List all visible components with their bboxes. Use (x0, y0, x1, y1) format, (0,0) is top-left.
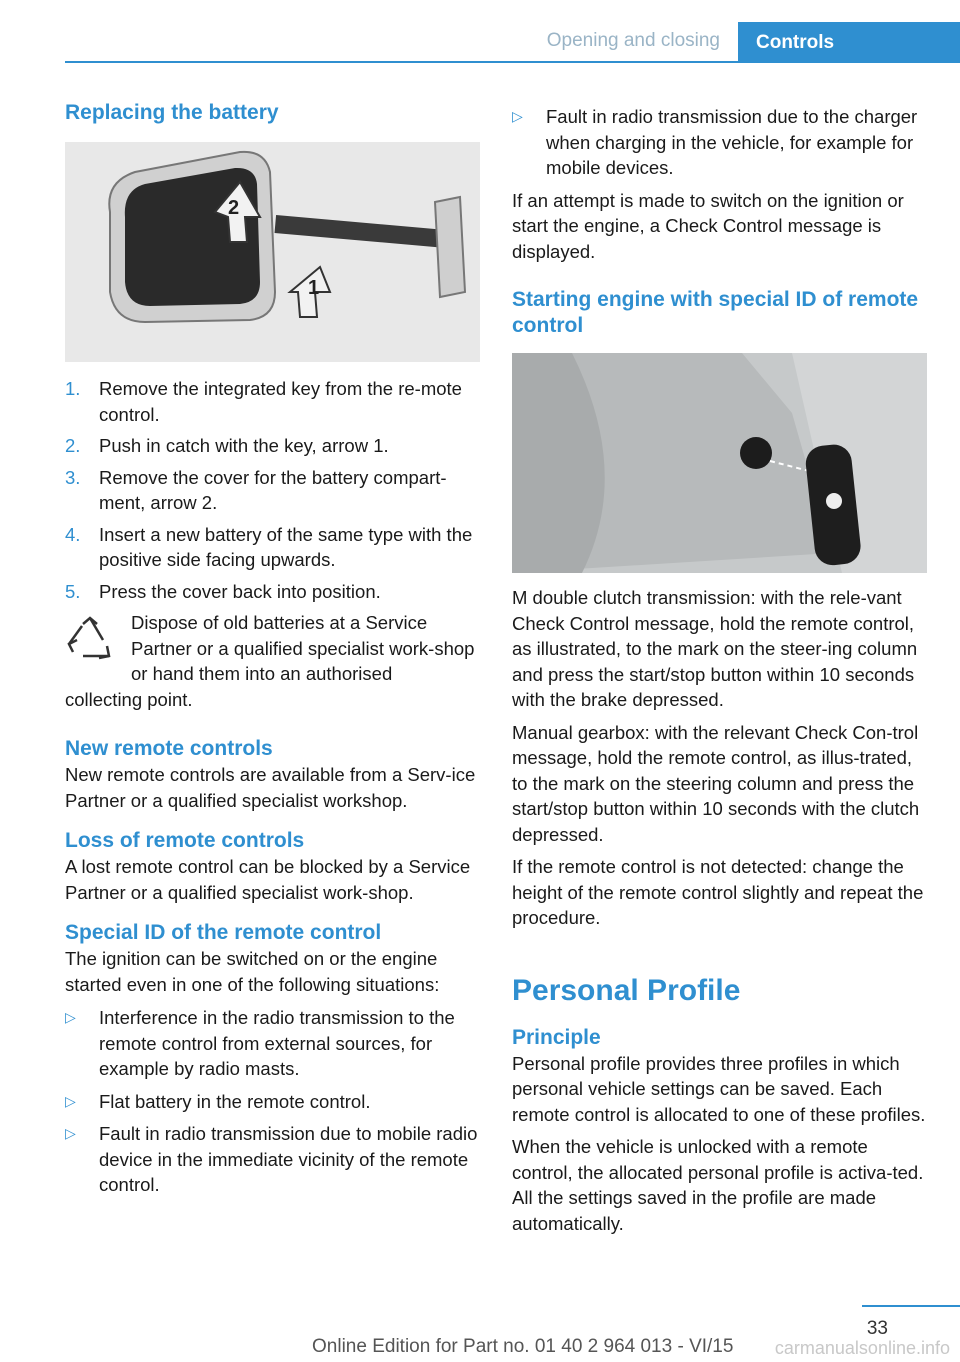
paragraph-loss-remote: A lost remote control can be blocked by a Service Partner or a qualified specialist work‐shop. (65, 856, 471, 903)
special-id-situations (65, 1005, 480, 1198)
battery-steps (65, 376, 480, 604)
arrow-label-2: 2 (228, 197, 240, 219)
recycle-icon (65, 614, 115, 664)
paragraph-unlock: When the vehicle is unlocked with a remote control, the allocated personal profile is activa‐ted. All the settings saved in the profile are made automatically. (512, 1136, 924, 1234)
list-item: ▷ Flat battery in the remote control. (65, 1089, 480, 1115)
header-tab-controls: Controls (738, 22, 960, 63)
footer-edition: Online Edition for Part no. 01 40 2 964 013 - VI/15 (312, 1336, 734, 1357)
heading-starting-engine: Starting engine with special ID of remote control (512, 288, 919, 337)
list-item: 3. Remove the cover for the battery compart‐ment, arrow 2. (65, 466, 447, 513)
right-column (512, 104, 927, 1236)
triangle-bullet-icon: ▷ (512, 108, 523, 124)
paragraph-not-detected: If the remote control is not detected: change the height of the remote control slightly and repeat the procedure. (512, 856, 924, 928)
steering-column-illustration (512, 353, 927, 573)
triangle-bullet-icon: ▷ (65, 1092, 76, 1109)
special-id-situations-cont (512, 104, 927, 181)
list-item: 4. Insert a new battery of the same type with the positive side facing upwards. (65, 523, 473, 570)
footer-rule (862, 1305, 960, 1307)
triangle-bullet-icon: ▷ (65, 1009, 76, 1025)
header-rule (65, 61, 960, 63)
note-text: Dispose of old batteries at a Service Partner or a qualified specialist work‐shop or hand them into an authorised (131, 612, 475, 684)
figure-key-battery (65, 142, 480, 362)
paragraph-manual-gearbox: Manual gearbox: with the relevant Check Con‐trol message, hold the remote control, as illus‐trated, to the mark on the steering column and press the start/stop button within 10 seconds with the clutch depressed. (512, 721, 920, 845)
heading-principle: Principle (512, 1025, 601, 1049)
left-column (65, 100, 480, 1205)
watermark: carmanualsonline.info (774, 1338, 950, 1358)
paragraph-special-id: The ignition can be switched on or the engine started even in one of the following situations: (65, 948, 440, 995)
recycling-note (65, 610, 480, 712)
paragraph-new-remote: New remote controls are available from a Serv‐ice Partner or a qualified specialist workshop. (65, 764, 476, 811)
key-battery-illustration (65, 142, 480, 362)
paragraph-mdct: M double clutch transmission: with the rele‐vant Check Control message, hold the remote control, as illustrated, to the mark on the steer‐ing column and press the start/stop button within 10 seconds with the brake depressed. (512, 587, 918, 710)
list-item: ▷ Interference in the radio transmission to the remote control from external sources, for example by radio masts. (65, 1005, 480, 1082)
list-item: 5. Press the cover back into position. (65, 580, 381, 602)
heading-loss-remote-controls: Loss of remote controls (65, 829, 305, 852)
header-section-title: Opening and closing (546, 30, 720, 51)
note-text-end: collecting point. (65, 688, 193, 710)
heading-special-id: Special ID of the remote control (65, 921, 382, 944)
paragraph-principle: Personal profile provides three profiles in which personal vehicle settings can be saved. Each remote control is allocated to one of these profiles. (512, 1052, 926, 1125)
page-number: 33 (866, 1318, 888, 1339)
paragraph-attempt: If an attempt is made to switch on the ignition or start the engine, a Check Control message is displayed. (512, 189, 904, 262)
figure-steering-column (512, 353, 927, 573)
list-item: 2. Push in catch with the key, arrow 1. (65, 435, 389, 456)
list-item: ▷ Fault in radio transmission due to the charger when charging in the vehicle, for example for mobile devices. (512, 104, 927, 181)
list-item: 1. Remove the integrated key from the re‐mote control. (65, 378, 462, 425)
heading-replacing-battery: Replacing the battery (65, 101, 279, 124)
heading-new-remote-controls: New remote controls (65, 737, 273, 760)
list-item: ▷ Fault in radio transmission due to mobile radio device in the immediate vicinity of the remote control. (65, 1121, 480, 1198)
arrow-label-1: 1 (308, 277, 320, 299)
heading-personal-profile: Personal Profile (512, 973, 741, 1007)
triangle-bullet-icon: ▷ (65, 1125, 76, 1141)
